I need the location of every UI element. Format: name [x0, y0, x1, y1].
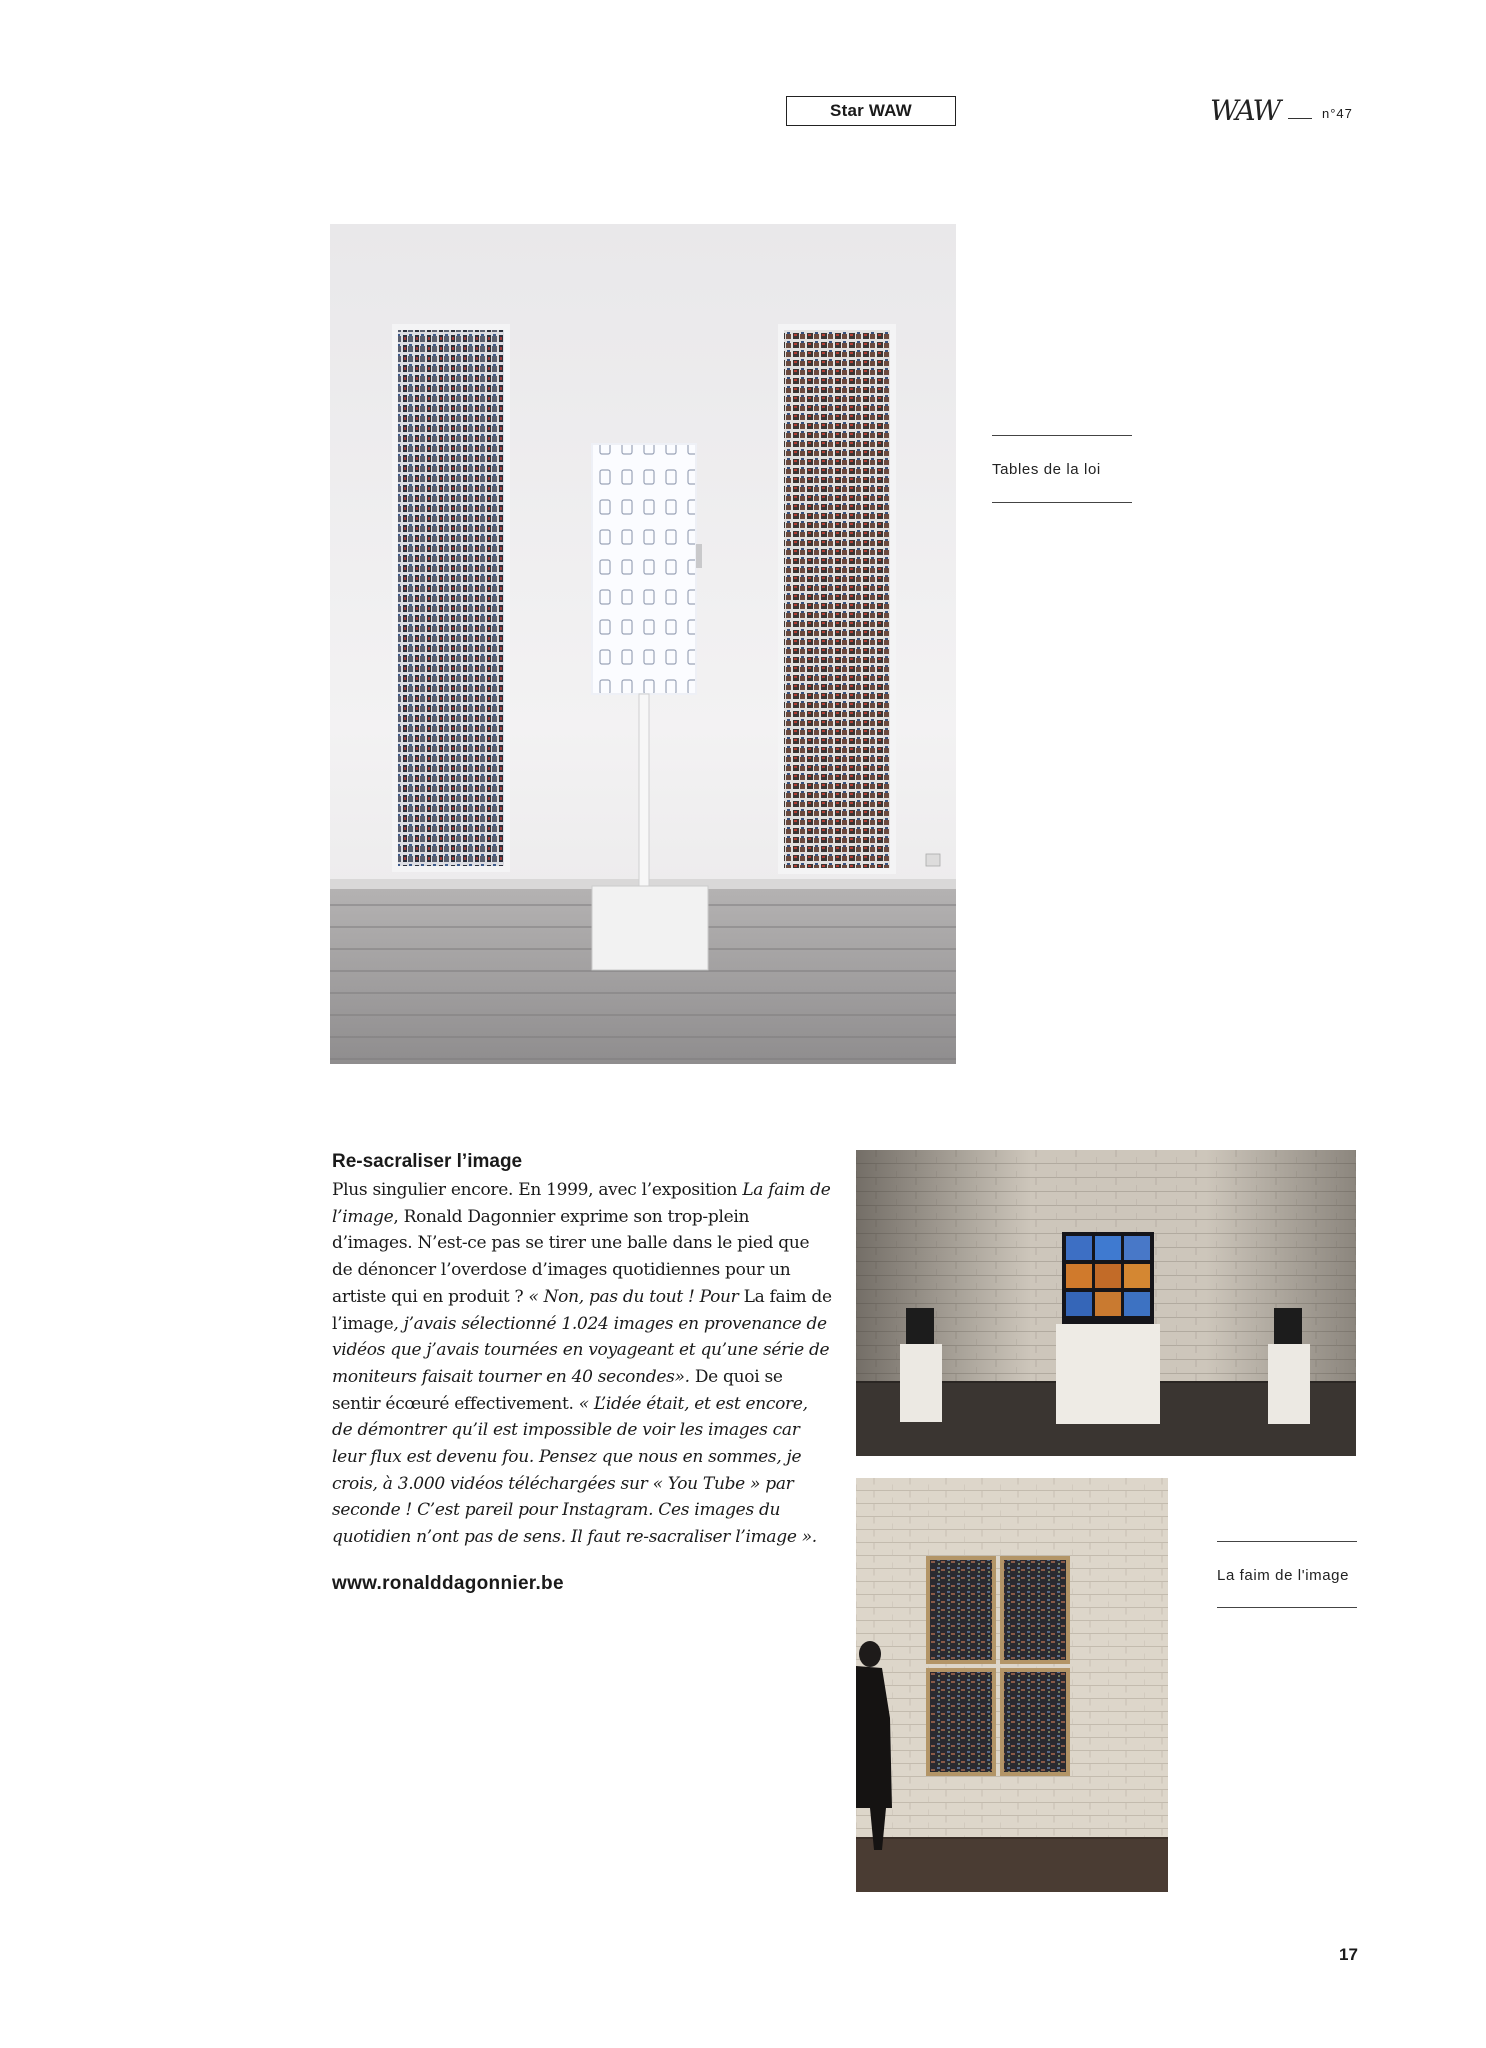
photo-faim-de-l-image — [856, 1478, 1168, 1892]
page-number: 17 — [1339, 1945, 1358, 1964]
section-tag: Star WAW — [786, 96, 956, 126]
issue-number: n°47 — [1322, 106, 1353, 121]
body-run-italic: « Non, pas du tout ! Pour — [528, 1286, 744, 1307]
body-run-italic: La faim de l’image — [332, 1180, 831, 1227]
caption-rule-top — [1217, 1541, 1357, 1542]
website-link[interactable]: www.ronalddagonnier.be — [332, 1573, 564, 1594]
article-paragraph — [332, 1177, 832, 1551]
caption-tables-de-la-loi: Tables de la loi — [992, 461, 1101, 478]
caption-rule-top — [992, 435, 1132, 436]
photo-monitor-installation — [856, 1150, 1356, 1456]
caption-rule-bottom — [1217, 1607, 1357, 1608]
body-run: Plus singulier encore. En 1999, avec l’exposition — [332, 1180, 743, 1200]
body-run-italic: , j’avais sélectionné 1.024 images en provenance de vidéos que j’avais tournées en voyageant et qu’une série de moniteurs faisait tourner en 40 secondes». — [332, 1313, 830, 1387]
body-run: De quoi se sentir écœuré effectivement. — [332, 1366, 783, 1414]
magazine-logo: WAW — [1210, 94, 1280, 127]
body-run: , Ronald Dagonnier exprime son trop-plein d’images. N’est-ce pas se tirer une balle dans le pied que de dénoncer l’overdose d’images quotidiennes pour un artiste qui en produit ? — [332, 1206, 810, 1307]
body-run: La faim de l’image — [332, 1286, 832, 1334]
caption-rule-bottom — [992, 502, 1132, 503]
article-heading: Re-sacraliser l’image — [332, 1151, 523, 1172]
photo-tables-de-la-loi — [330, 224, 956, 1064]
caption-faim-de-l-image: La faim de l'image — [1217, 1567, 1350, 1584]
article-body — [332, 1177, 832, 1551]
body-run-italic: « L’idée était, et est encore, de démontrer qu’il est impossible de voir les images car leur flux est devenu fou. Pensez que nous en sommes, je crois, à 3.000 vidéos téléchargées sur « You Tube » par seconde ! C’est pareil pour Instagram. Ces images du quotidien n’ont pas de sens. Il faut re-sacraliser l’image ». — [332, 1393, 817, 1548]
logo-rule — [1288, 118, 1312, 119]
